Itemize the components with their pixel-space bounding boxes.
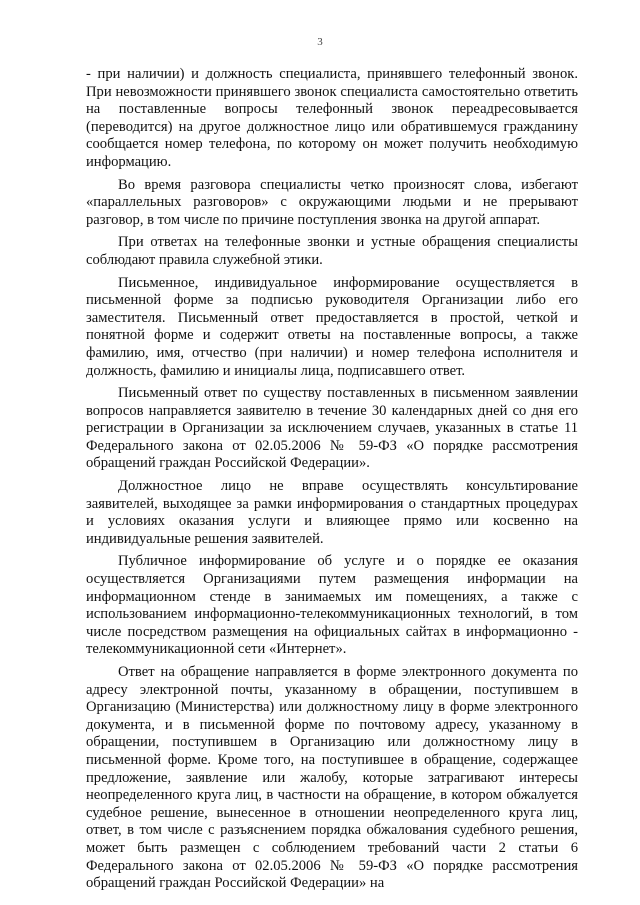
- paragraph-conversation-rules: Во время разговора специалисты четко произносят слова, избегают «параллельных разговоров» с окружающими людьми и не прерывают разговор, в том числе по причине поступления звонка на другой аппарат.: [86, 176, 578, 228]
- paragraph-written-informing: Письменное, индивидуальное информирование осуществляется в письменной форме за подписью руководителя Организации либо его заместителя. Письменный ответ предоставляется в простой, четкой и понятной форме и содержит ответы на поставленные вопросы, а также фамилию, имя, отчество (при наличии) и номер телефона исполнителя и должность, фамилию и инициалы лица, подписавшего ответ.: [86, 274, 578, 379]
- paragraph-service-ethics: При ответах на телефонные звонки и устные обращения специалисты соблюдают правила служебной этики.: [86, 234, 578, 268]
- paragraph-consulting-limits: Должностное лицо не вправе осуществлять консультирование заявителей, выходящее за рамки информирования о стандартных процедурах и условиях оказания услуги и влияющее прямо или косвенно на индивидуальные решения заявителей.: [86, 478, 578, 547]
- page-number: 3: [317, 36, 323, 48]
- paragraph-public-informing: Публичное информирование об услуге и о порядке ее оказания осуществляется Организациями путем размещения информации на информационном стенде в занимаемых им помещениях, а также с использованием информационно-телекоммуникационных технологий, в том числе посредством размещения на официальных сайтах в информационно - телекоммуникационной сети «Интернет».: [86, 553, 578, 658]
- paragraph-phone-call-redirect: - при наличии) и должность специалиста, принявшего телефонный звонок. При невозможности принявшего звонок специалиста самостоятельно ответить на поставленные вопросы телефонный звонок переадресовывается (переводится) на другое должностное лицо или обратившемуся гражданину сообщается номер телефона, по которому он может получить необходимую информацию.: [86, 66, 578, 170]
- document-body: [86, 66, 578, 898]
- paragraph-electronic-reply: Ответ на обращение направляется в форме электронного документа по адресу электронной почты, указанному в обращении, поступившем в Организацию (Министерства) или должностному лицу в форме электронного документа, и в письменной форме по почтовому адресу, указанному в обращении, поступившем в Организацию или должностному лицу в письменной форме. Кроме того, на поступившее в обращение, содержащее предложение, заявление или жалобу, которые затрагивают интересы неопределенного круга лиц, в частности на обращение, в котором обжалуется судебное решение, вынесенное в отношении неопределенного круга лиц, ответ, в том числе с разъяснением порядка обжалования судебного решения, может быть размещен с соблюдением требований части 2 статьи 6 Федерального закона от 02.05.2006 № 59-ФЗ «О порядке рассмотрения обращений граждан Российской Федерации» на: [86, 664, 578, 892]
- paragraph-written-reply-deadline: Письменный ответ по существу поставленных в письменном заявлении вопросов направляется заявителю в течение 30 календарных дней со дня его регистрации в Организации за исключением случаев, указанных в статье 11 Федерального закона от 02.05.2006 № 59-ФЗ «О порядке рассмотрения обращений граждан Российской Федерации».: [86, 385, 578, 472]
